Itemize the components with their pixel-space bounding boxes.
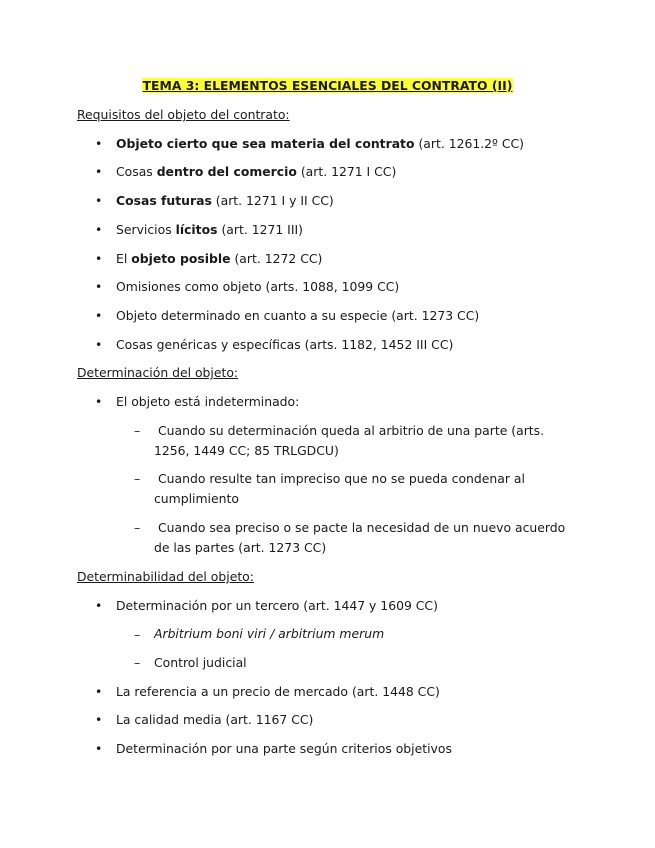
list-item [116,135,524,153]
list-item [116,163,396,181]
section-heading-requisitos: Requisitos del objeto del contrato: [77,107,290,122]
list-item: Objeto determinado en cuanto a su especie (art. 1273 CC) [116,308,480,323]
title-container [0,77,655,95]
list-item [116,221,303,239]
bullet-glyph: • [95,337,103,352]
bullet-glyph: • [95,712,103,727]
dash-glyph: – [134,627,141,642]
item-ref: (art. 1272 CC) [230,251,323,266]
list-item: La calidad media (art. 1167 CC) [116,712,314,727]
bullet-glyph: • [95,279,103,294]
item-prefix: Cosas [116,164,157,179]
item-ref: (art. 1261.2º CC) [414,136,524,151]
list-item: Omisiones como objeto (arts. 1088, 1099 CC) [116,279,400,294]
sub-list-item: Cuando sea preciso o se pacte la necesidad de un nuevo acuerdo de las partes (art. 1273 CC) [154,520,566,555]
bold-text: dentro del comercio [156,164,297,179]
list-item: El objeto está indeterminado: [116,394,300,409]
item-ref: (art. 1271 I CC) [296,164,397,179]
bold-text: Objeto cierto que sea materia del contrato [116,136,415,151]
bullet-glyph: • [95,308,103,323]
dash-glyph: – [134,655,141,670]
bold-text: lícitos [175,222,218,237]
page-title: TEMA 3: ELEMENTOS ESENCIALES DEL CONTRATO (II) [142,78,513,93]
sub-list-item [154,625,574,643]
dash-glyph: – [134,520,141,535]
bullet-glyph: • [95,684,103,699]
list-item [116,250,322,268]
bullet-glyph: • [95,394,103,409]
list-item: Cosas genéricas y específicas (arts. 1182, 1452 III CC) [116,337,454,352]
bullet-glyph: • [95,222,103,237]
item-ref: (art. 1271 I y II CC) [211,193,334,208]
bullet-glyph: • [95,136,103,151]
bullet-glyph: • [95,164,103,179]
list-item [116,192,334,210]
sub-list-item: Cuando resulte tan impreciso que no se pueda condenar al cumplimiento [154,471,525,506]
sub-list-item: Cuando su determinación queda al arbitrio de una parte (arts. 1256, 1449 CC; 85 TRLGDCU) [154,423,545,458]
bold-text: objeto posible [131,251,231,266]
section-heading-determinacion: Determinación del objeto: [77,365,239,380]
bullet-glyph: • [95,598,103,613]
bullet-glyph: • [95,251,103,266]
dash-glyph: – [134,471,141,486]
dash-glyph: – [134,423,141,438]
italic-text: Arbitrium boni viri / arbitrium merum [154,626,385,641]
item-prefix: Servicios [116,222,176,237]
bullet-glyph: • [95,741,103,756]
item-ref: (art. 1271 III) [217,222,303,237]
section-heading-determinabilidad: Determinabilidad del objeto: [77,569,254,584]
list-item: Determinación por un tercero (art. 1447 y 1609 CC) [116,598,438,613]
sub-list-item: Control judicial [154,655,247,670]
list-item: La referencia a un precio de mercado (art. 1448 CC) [116,684,440,699]
list-item: Determinación por una parte según criterios objetivos [116,741,452,756]
item-prefix: El [116,251,132,266]
bullet-glyph: • [95,193,103,208]
bold-text: Cosas futuras [116,193,212,208]
